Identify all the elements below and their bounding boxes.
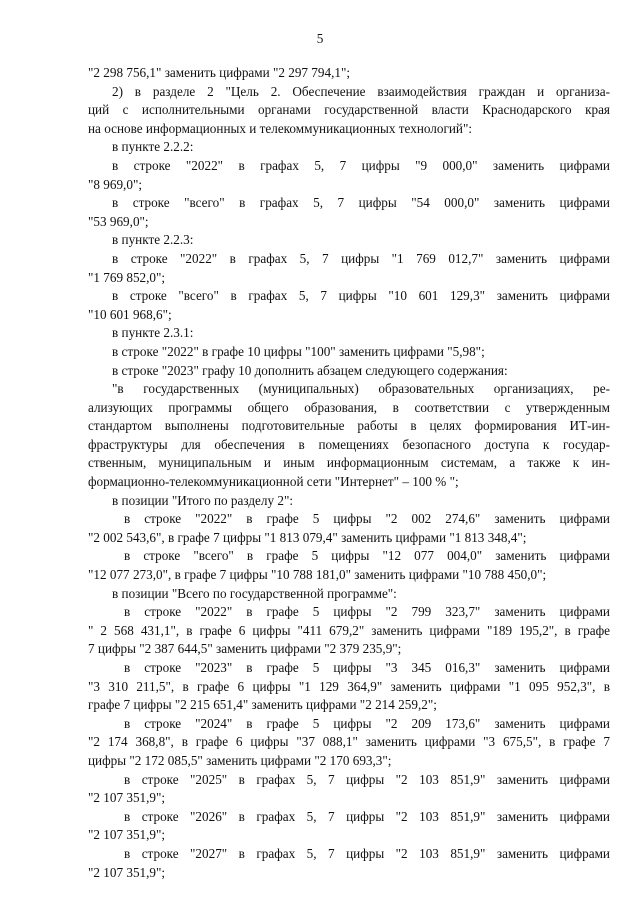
text-line: "2 174 368,8", в графе 6 цифры "37 088,1" заменить цифрами "3 675,5", в графе 7	[88, 734, 610, 750]
text-line: в строке "2022" в графах 5, 7 цифры "9 000,0" заменить цифрами	[112, 157, 610, 173]
text-line: " 2 568 431,1", в графе 6 цифры "411 679,2" заменить цифрами "189 195,2", в графе	[88, 622, 610, 638]
text-line: в строке "2022" в графе 10 цифры "100" заменить цифрами "5,98";	[112, 343, 485, 359]
text-line: в позиции "Итого по разделу 2":	[112, 492, 294, 508]
text-line: "2 298 756,1" заменить цифрами "2 297 794,1";	[88, 65, 351, 80]
text-line: "в государственных (муниципальных) образовательных организациях, ре-	[112, 381, 610, 397]
text-line: формационно-телекоммуникационной сети "Интернет" – 100 % ";	[88, 474, 459, 490]
text-line: в строке "2023" графу 10 дополнить абзацем следующего содержания:	[112, 362, 508, 378]
text-line: в позиции "Всего по государственной программе":	[112, 585, 397, 601]
text-line: в строке "2027" в графах 5, 7 цифры "2 103 851,9" заменить цифрами	[124, 845, 610, 861]
text-line: на основе информационных и телекоммуникационных технологий":	[88, 120, 473, 136]
text-line: в строке "всего" в графах 5, 7 цифры "10 601 129,3" заменить цифрами	[112, 288, 610, 304]
text-line: в строке "всего" в графах 5, 7 цифры "54 000,0" заменить цифрами	[112, 195, 610, 211]
text-line: "10 601 968,6";	[88, 306, 172, 322]
text-line: фраструктуры для обеспечения в помещениях безопасного доступа к государ-	[88, 436, 610, 452]
text-line: в строке "2022" в графах 5, 7 цифры "1 769 012,7" заменить цифрами	[112, 250, 610, 266]
text-line: "12 077 273,0", в графе 7 цифры "10 788 181,0" заменить цифрами "10 788 450,0";	[88, 567, 547, 583]
text-line: в пункте 2.3.1:	[112, 325, 194, 341]
page-number: 5	[316, 31, 324, 46]
text-line: "2 107 351,9";	[88, 827, 166, 843]
document-body	[88, 64, 610, 882]
text-line: графе 7 цифры "2 215 651,4" заменить цифрами "2 214 259,2";	[88, 697, 437, 713]
text-line: ций с исполнительными органами государственной власти Краснодарского края	[88, 102, 610, 118]
text-line: "2 107 351,9";	[88, 864, 166, 880]
text-line: "1 769 852,0";	[88, 269, 166, 285]
text-line: в строке "всего" в графе 5 цифры "12 077 004,0" заменить цифрами	[124, 548, 610, 564]
text-line: "2 107 351,9";	[88, 790, 166, 806]
text-line: "53 969,0";	[88, 213, 149, 229]
text-line: в строке "2022" в графе 5 цифры "2 002 274,6" заменить цифрами	[124, 511, 610, 527]
text-line: стандартом выполнены подготовительные работы в целях формирования ИТ-ин-	[88, 418, 610, 434]
text-line: в строке "2025" в графах 5, 7 цифры "2 103 851,9" заменить цифрами	[124, 771, 610, 787]
text-line: "8 969,0";	[88, 176, 142, 192]
text-line: цифры "2 172 085,5" заменить цифрами "2 170 693,3";	[88, 752, 392, 768]
text-line: в пункте 2.2.3:	[112, 232, 194, 248]
text-line: "2 002 543,6", в графе 7 цифры "1 813 079,4" заменить цифрами "1 813 348,4";	[88, 529, 527, 545]
text-line: "3 310 211,5", в графе 6 цифры "1 129 364,9" заменить цифрами "1 095 952,3", в	[88, 678, 610, 694]
text-line: в строке "2024" в графе 5 цифры "2 209 173,6" заменить цифрами	[124, 715, 610, 731]
text-line: ализующих программы общего образования, в соответствии с утвержденным	[88, 399, 610, 415]
text-line: в строке "2022" в графе 5 цифры "2 799 323,7" заменить цифрами	[124, 604, 610, 620]
text-line: в строке "2023" в графе 5 цифры "3 345 016,3" заменить цифрами	[124, 660, 610, 675]
text-line: в пункте 2.2.2:	[112, 139, 194, 155]
text-line: ственным, муниципальным и иным информационным системам, а также к ин-	[88, 455, 610, 471]
text-line: 2) в разделе 2 "Цель 2. Обеспечение взаимодействия граждан и организа-	[112, 83, 610, 99]
text-line: в строке "2026" в графах 5, 7 цифры "2 103 851,9" заменить цифрами	[124, 808, 610, 824]
text-line: 7 цифры "2 387 644,5" заменить цифрами "2 379 235,9";	[88, 641, 402, 657]
